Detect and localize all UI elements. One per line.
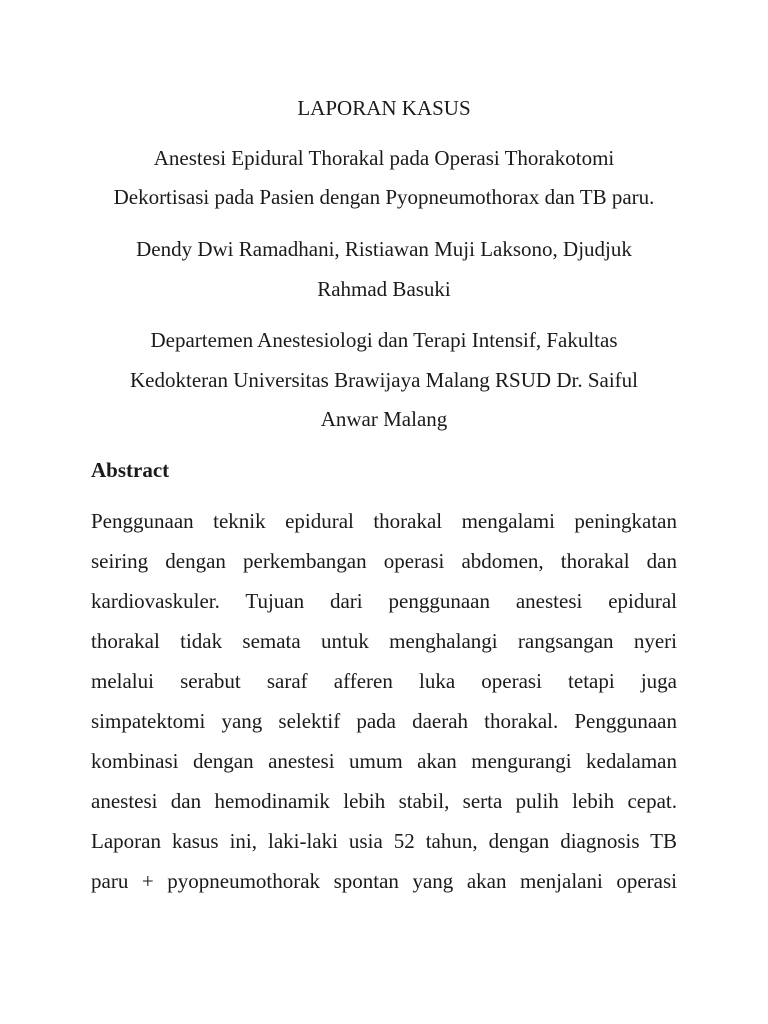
affiliation-line-3: Anwar Malang [320,407,448,431]
abstract-line: thorakal tidak semata untuk menghalangi rangsangan nyeri [91,629,677,653]
abstract-line: paru + pyopneumothorak spontan yang akan menjalani operasi [91,869,677,893]
authors-line-2: Rahmad Basuki [317,277,451,301]
authors-line-1: Dendy Dwi Ramadhani, Ristiawan Muji Laksono, Djudjuk [136,237,632,261]
affiliation-line-2: Kedokteran Universitas Brawijaya Malang RSUD Dr. Saiful [130,368,638,392]
report-type: LAPORAN KASUS [297,96,471,120]
abstract-line: simpatektomi yang selektif pada daerah thorakal. Penggunaan [91,709,677,733]
affiliation-line-1: Departemen Anestesiologi dan Terapi Intensif, Fakultas [150,328,618,352]
abstract-line: kardiovaskuler. Tujuan dari penggunaan anestesi epidural [91,589,677,613]
title-line-1: Anestesi Epidural Thorakal pada Operasi Thorakotomi [153,146,615,170]
abstract-line: seiring dengan perkembangan operasi abdomen, thorakal dan [91,549,677,573]
abstract-heading: Abstract [91,458,170,482]
abstract-line: Laporan kasus ini, laki-laki usia 52 tahun, dengan diagnosis TB [91,829,677,853]
abstract-line: anestesi dan hemodinamik lebih stabil, serta pulih lebih cepat. [91,789,677,813]
abstract-line: kombinasi dengan anestesi umum akan mengurangi kedalaman [91,749,677,773]
title-line-2: Dekortisasi pada Pasien dengan Pyopneumothorax dan TB paru. [113,185,655,209]
abstract-line: melalui serabut saraf afferen luka operasi tetapi juga [91,669,677,693]
abstract-line: Penggunaan teknik epidural thorakal mengalami peningkatan [91,509,677,533]
